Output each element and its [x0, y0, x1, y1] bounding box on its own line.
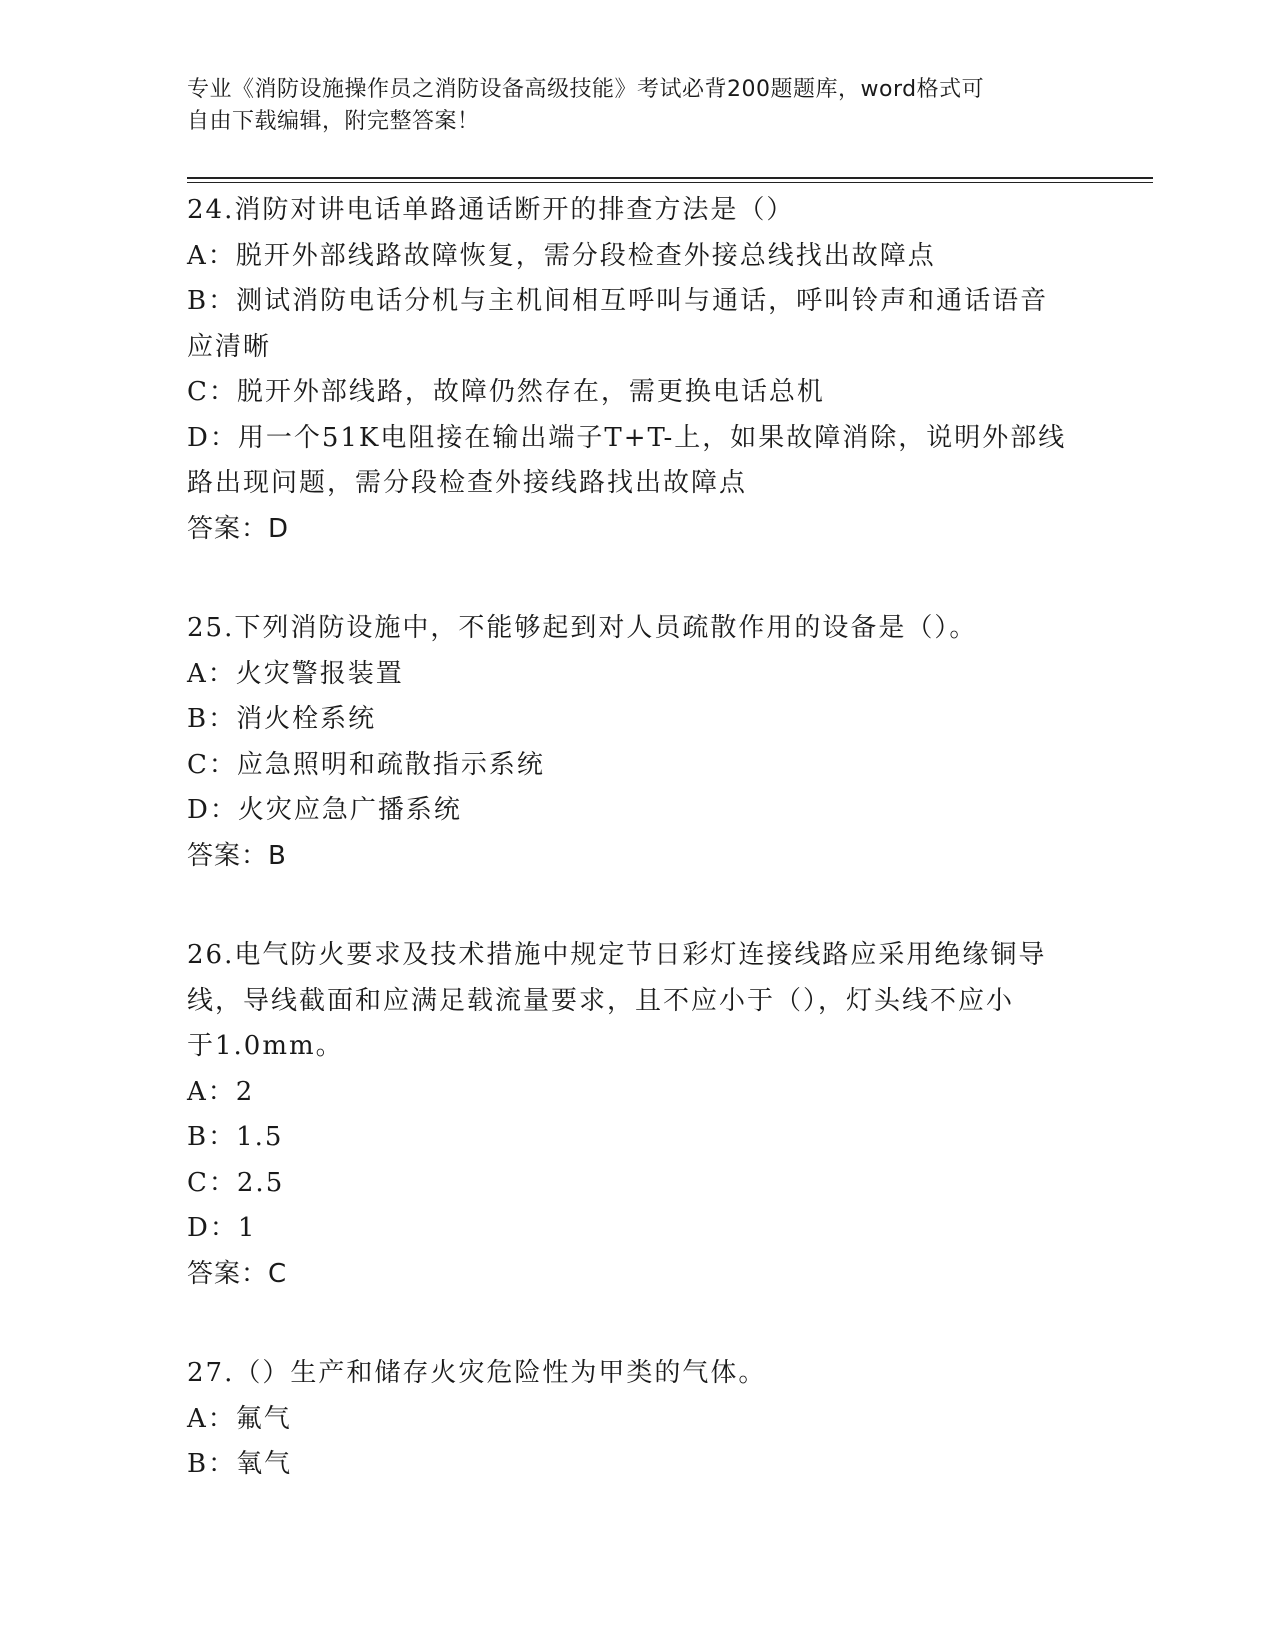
- header-divider-thin: [187, 182, 1153, 183]
- answer-line: 答案：C: [187, 1258, 288, 1289]
- option-c: C：2.5: [187, 1167, 285, 1198]
- question-stem-cont: 线，导线截面和应满足载流量要求，且不应小于（），灯头线不应小: [187, 985, 1015, 1016]
- option-c: C：应急照明和疏散指示系统: [187, 749, 545, 780]
- option-d-cont: 路出现问题，需分段检查外接线路找出故障点: [187, 468, 748, 498]
- document-header: [187, 74, 1067, 138]
- option-b-cont: 应清晰: [187, 331, 272, 362]
- question-list: [187, 188, 1087, 1488]
- option-b: B：消火栓系统: [187, 704, 377, 734]
- option-a: A：2: [187, 1076, 255, 1107]
- answer-line: 答案：D: [187, 513, 290, 544]
- option-d: D：1: [187, 1213, 257, 1243]
- header-divider-thick: [187, 177, 1153, 179]
- question-stem: 26.电气防火要求及技术措施中规定节日彩灯连接线路应采用绝缘铜导: [187, 940, 1047, 970]
- question-stem-cont: 于1.0mm。: [187, 1031, 344, 1061]
- question-26: [187, 933, 1087, 1297]
- option-d: D：用一个51K电阻接在输出端子T+T-上，如果故障消除，说明外部线: [187, 422, 1067, 453]
- option-a: A：脱开外部线路故障恢复，需分段检查外接总线找出故障点: [187, 240, 936, 271]
- option-b: B：氧气: [187, 1449, 293, 1479]
- question-24: [187, 188, 1087, 552]
- question-stem: 24.消防对讲电话单路通话断开的排查方法是（）: [187, 195, 795, 225]
- option-b: B：1.5: [187, 1122, 284, 1152]
- option-d: D：火灾应急广播系统: [187, 795, 462, 825]
- header-line-2: 自由下载编辑，附完整答案！: [187, 109, 480, 134]
- option-c: C：脱开外部线路，故障仍然存在，需更换电话总机: [187, 377, 825, 407]
- option-a: A：氟气: [187, 1403, 292, 1434]
- header-line-1: 专业《消防设施操作员之消防设备高级技能》考试必背200题题库，word格式可: [187, 77, 985, 102]
- option-b: B：测试消防电话分机与主机间相互呼叫与通话，呼叫铃声和通话语音: [187, 286, 1049, 316]
- question-stem: 27.（）生产和储存火灾危险性为甲类的气体。: [187, 1358, 767, 1388]
- answer-line: 答案：B: [187, 840, 287, 871]
- question-stem: 25.下列消防设施中，不能够起到对人员疏散作用的设备是（）。: [187, 613, 978, 643]
- option-a: A：火灾警报装置: [187, 658, 404, 689]
- question-25: [187, 606, 1087, 879]
- question-27: [187, 1351, 1087, 1488]
